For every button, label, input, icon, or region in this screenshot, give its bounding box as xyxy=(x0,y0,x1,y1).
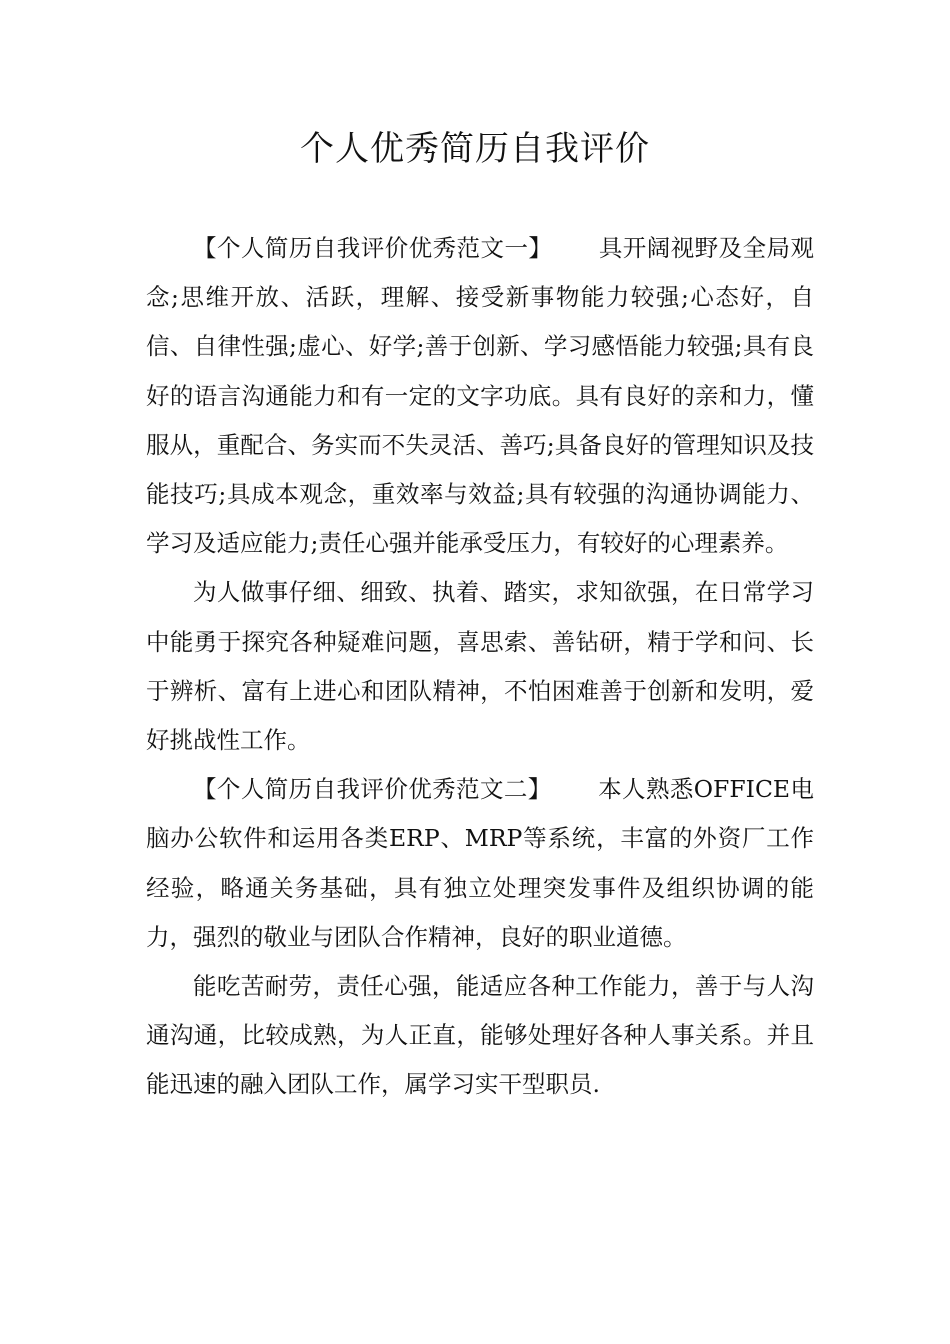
section-1-paragraph-1: 具开阔视野及全局观念;思维开放、活跃，理解、接受新事物能力较强;心态好，自信、自律性强;虚心、好学;善于创新、学习感悟能力较强;具有良好的语言沟通能力和有一定的文字功底。具有良好的亲和力，懂服从，重配合、务实而不失灵活、善巧;具备良好的管理知识及技能技巧;具成本观念，重效率与效益;具有较强的沟通协调能力、学习及适应能力;责任心强并能承受压力，有较好的心理素养。 xyxy=(146,234,814,558)
document-body xyxy=(146,224,814,1110)
paragraph-section-2-intro xyxy=(146,765,814,962)
paragraph-section-1-intro xyxy=(146,224,814,568)
section-1-paragraph-2: 为人做事仔细、细致、执着、踏实，求知欲强，在日常学习中能勇于探究各种疑难问题，喜思索、善钻研，精于学和问、长于辨析、富有上进心和团队精神，不怕困难善于创新和发明，爱好挑战性工作。 xyxy=(146,578,814,755)
section-2-paragraph-1: 本人熟悉OFFICE电脑办公软件和运用各类ERP、MRP等系统，丰富的外资厂工作经验，略通关务基础，具有独立处理突发事件及组织协调的能力，强烈的敬业与团队合作精神，良好的职业道德。 xyxy=(146,775,815,951)
section-heading-2: 【个人简历自我评价优秀范文二】 xyxy=(193,775,552,804)
document-title: 个人优秀简历自我评价 xyxy=(300,129,650,169)
section-2-paragraph-2: 能吃苦耐劳，责任心强，能适应各种工作能力，善于与人沟通沟通，比较成熟，为人正直，能够处理好各种人事关系。并且能迅速的融入团队工作，属学习实干型职员. xyxy=(146,972,814,1099)
section-heading-1: 【个人简历自我评价优秀范文一】 xyxy=(193,234,553,262)
